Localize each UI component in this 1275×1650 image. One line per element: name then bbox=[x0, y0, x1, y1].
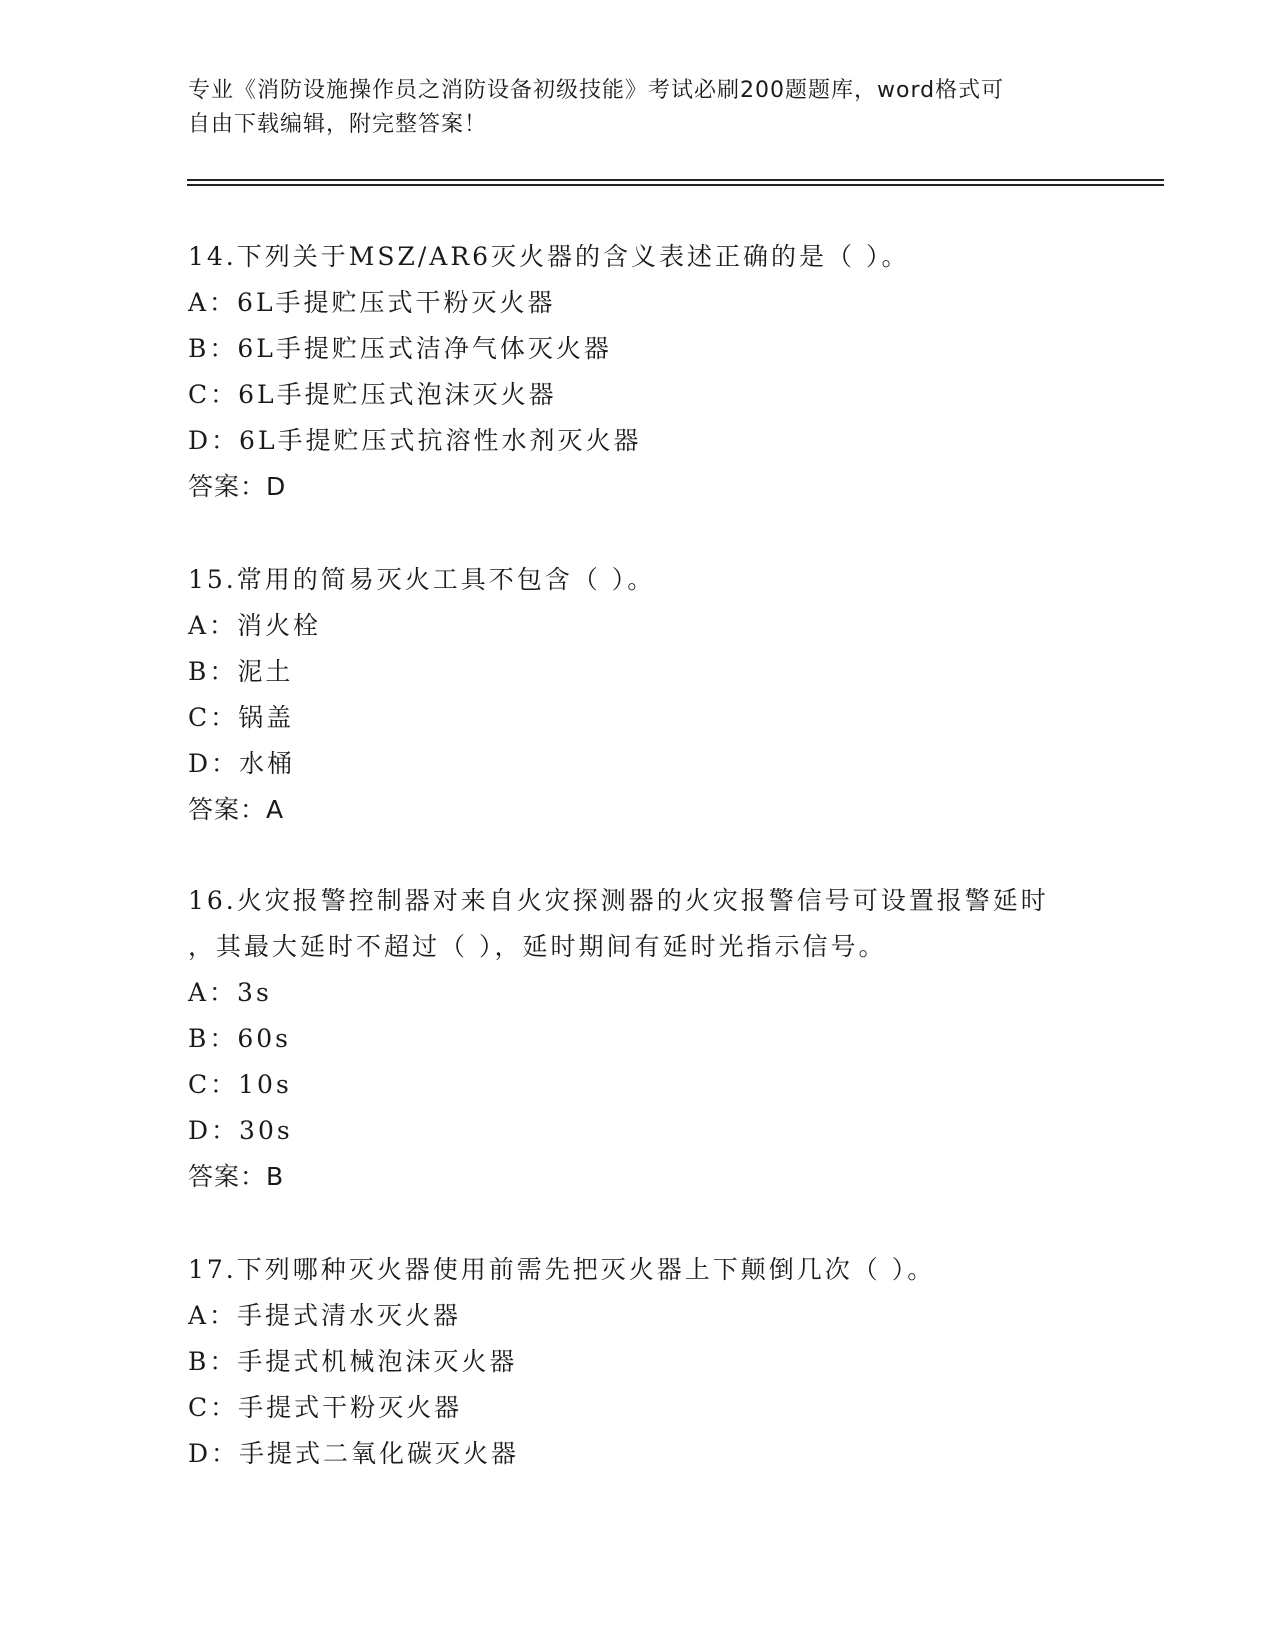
question-stem-line-2: ，其最大延时不超过（ ），延时期间有延时光指示信号。 bbox=[188, 932, 887, 961]
question-16 bbox=[188, 878, 1148, 1200]
option-d: D：水桶 bbox=[188, 749, 296, 778]
option-a: A：6L手提贮压式干粉灭火器 bbox=[188, 288, 556, 317]
option-c: C：10s bbox=[188, 1070, 292, 1099]
answer-text: 答案：D bbox=[188, 472, 287, 501]
question-stem-line-1: 16.火灾报警控制器对来自火灾探测器的火灾报警信号可设置报警延时 bbox=[188, 886, 1049, 915]
question-14 bbox=[188, 234, 1148, 510]
option-c: C：6L手提贮压式泡沫灭火器 bbox=[188, 380, 557, 409]
question-stem: 15.常用的简易灭火工具不包含（ ）。 bbox=[188, 565, 656, 594]
option-b: B：泥土 bbox=[188, 657, 294, 686]
answer-text: 答案：B bbox=[188, 1162, 285, 1191]
question-15 bbox=[188, 557, 1148, 833]
option-b: B：60s bbox=[188, 1024, 292, 1053]
option-a: A：3s bbox=[188, 978, 272, 1007]
header-line-1: 专业《消防设施操作员之消防设备初级技能》考试必刷200题题库，word格式可 bbox=[188, 78, 1005, 103]
option-a: A：手提式清水灭火器 bbox=[188, 1301, 462, 1330]
header-line-2: 自由下载编辑，附完整答案！ bbox=[188, 112, 488, 137]
question-stem: 17.下列哪种灭火器使用前需先把灭火器上下颠倒几次（ ）。 bbox=[188, 1255, 936, 1284]
option-b: B：手提式机械泡沫灭火器 bbox=[188, 1347, 518, 1376]
option-d: D：手提式二氧化碳灭火器 bbox=[188, 1439, 520, 1468]
option-c: C：锅盖 bbox=[188, 703, 295, 732]
question-stem: 14.下列关于MSZ/AR6灭火器的含义表述正确的是（ ）。 bbox=[188, 242, 910, 271]
option-c: C：手提式干粉灭火器 bbox=[188, 1393, 463, 1422]
option-d: D：6L手提贮压式抗溶性水剂灭火器 bbox=[188, 426, 642, 455]
option-d: D：30s bbox=[188, 1116, 293, 1145]
header-divider-bottom bbox=[187, 184, 1164, 186]
question-17 bbox=[188, 1247, 1148, 1477]
header-divider-top bbox=[187, 179, 1164, 181]
option-a: A：消火栓 bbox=[188, 611, 322, 640]
document-header bbox=[188, 74, 1088, 142]
answer-text: 答案：A bbox=[188, 795, 285, 824]
option-b: B：6L手提贮压式洁净气体灭火器 bbox=[188, 334, 612, 363]
